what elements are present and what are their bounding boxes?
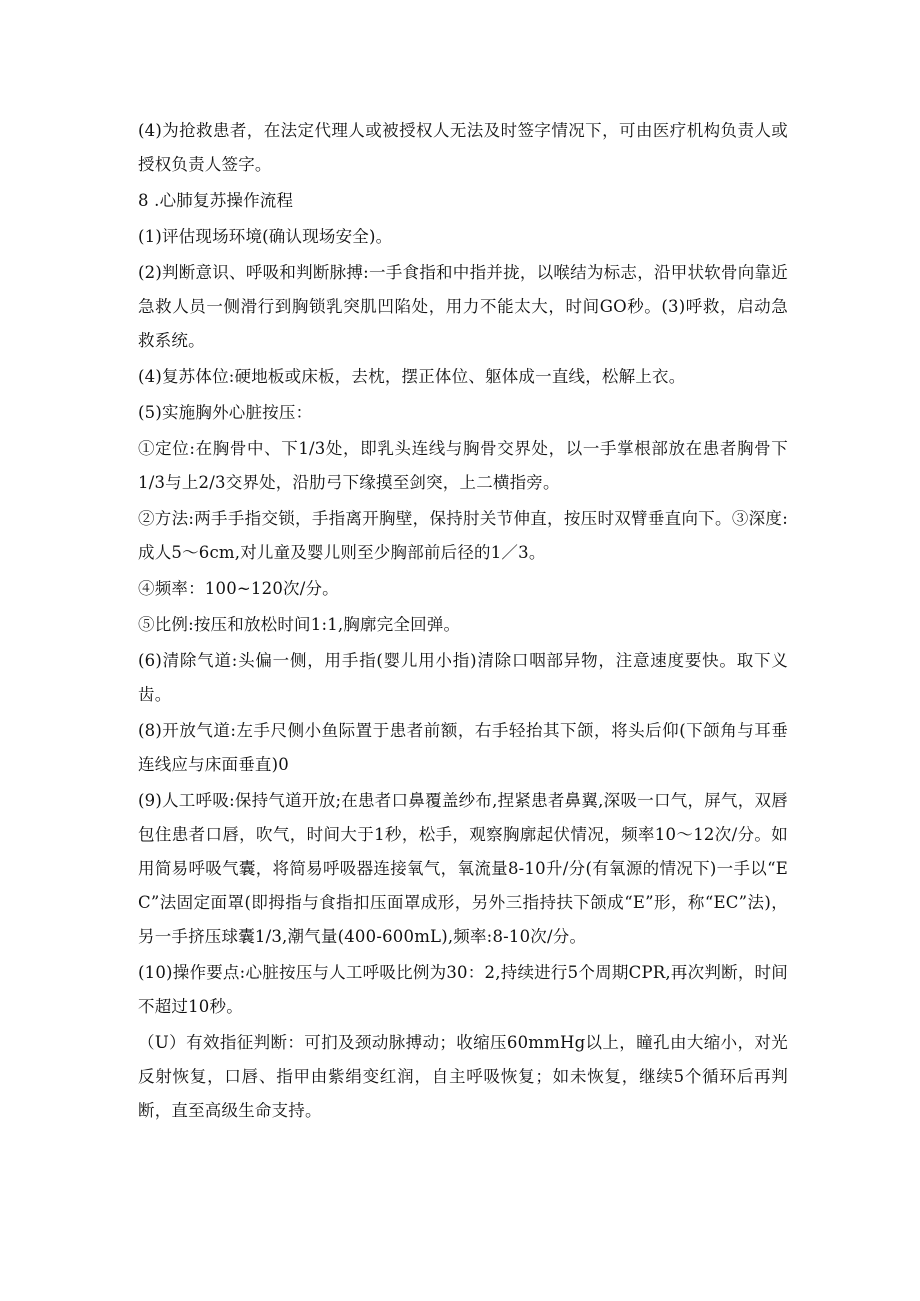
paragraph-compression-location: ①定位:在胸骨中、下1/3处，即乳头连线与胸骨交界处，以一手掌根部放在患者胸骨下1/3与上2/3交界处，沿肋弓下缘摸至剑突，上二横指旁。 [138, 439, 788, 492]
paragraph-compression-ratio: ⑤比例:按压和放松时间1:1,胸廓完全回弹。 [138, 615, 461, 634]
section-heading-cpr-procedure: 8 .心肺复苏操作流程 [138, 191, 294, 210]
paragraph-step-2-check-consciousness: (2)判断意识、呼吸和判断脉搏:一手食指和中指并拢，以喉结为标志，沿甲状软骨向靠近急救人员一侧滑行到胸锁乳突肌凹陷处，用力不能太大，时间GO秒。(3)呼救，启动急救系统。 [138, 263, 788, 350]
paragraph-authorization-signature: (4)为抢救患者，在法定代理人或被授权人无法及时签字情况下，可由医疗机构负责人或授权负责人签字。 [138, 121, 788, 174]
paragraph-step-5-chest-compression: (5)实施胸外心脏按压： [138, 403, 313, 422]
document-page [138, 114, 788, 1128]
paragraph-effectiveness-signs: （U）有效指征判断：可扪及颈动脉搏动；收缩压60mmHg以上，瞳孔由大缩小，对光反射恢复，口唇、指甲由紫绢变红润，自主呼吸恢复；如未恢复，继续5个循环后再判断，直至高级生命支持。 [138, 1033, 788, 1120]
paragraph-step-9-rescue-breathing: (9)人工呼吸:保持气道开放;在患者口鼻覆盖纱布,捏紧患者鼻翼,深吸一口气，屏气，双唇包住患者口唇，吹气，时间大于1秒，松手，观察胸廓起伏情况，频率10〜12次/分。如用简易呼吸气囊，将简易呼吸器连接氧气，氧流量8-10升/分(有氧源的情况下)一手以“EC”法固定面罩(即拇指与食指扣压面罩成形，另外三指持扶下颌成“E”形，称“EC”法)，另一手挤压球囊1/3,潮气量(400-600mL),频率:8-10次/分。 [138, 791, 788, 946]
paragraph-step-10-key-points: (10)操作要点:心脏按压与人工呼吸比例为30：2,持续进行5个周期CPR,再次判断，时间不超过10秒。 [138, 963, 788, 1016]
paragraph-compression-method-depth: ②方法:两手手指交锁，手指离开胸壁，保持肘关节伸直，按压时双臂垂直向下。③深度:成人5〜6cm,对儿童及婴儿则至少胸部前后径的1／3。 [138, 509, 788, 562]
paragraph-step-8-open-airway: (8)开放气道:左手尺侧小鱼际置于患者前额，右手轻抬其下颌，将头后仰(下颌角与耳垂连线应与床面垂直)0 [138, 721, 788, 774]
paragraph-step-1-assess-scene: (1)评估现场环境(确认现场安全)。 [138, 227, 393, 246]
paragraph-compression-frequency: ④频率：100~120次/分。 [138, 579, 339, 598]
paragraph-step-4-resuscitation-position: (4)复苏体位:硬地板或床板，去枕，摆正体位、躯体成一直线，松解上衣。 [138, 367, 686, 386]
paragraph-step-6-clear-airway: (6)清除气道:头偏一侧，用手指(婴儿用小指)清除口咽部异物，注意速度要快。取下义齿。 [138, 651, 788, 704]
